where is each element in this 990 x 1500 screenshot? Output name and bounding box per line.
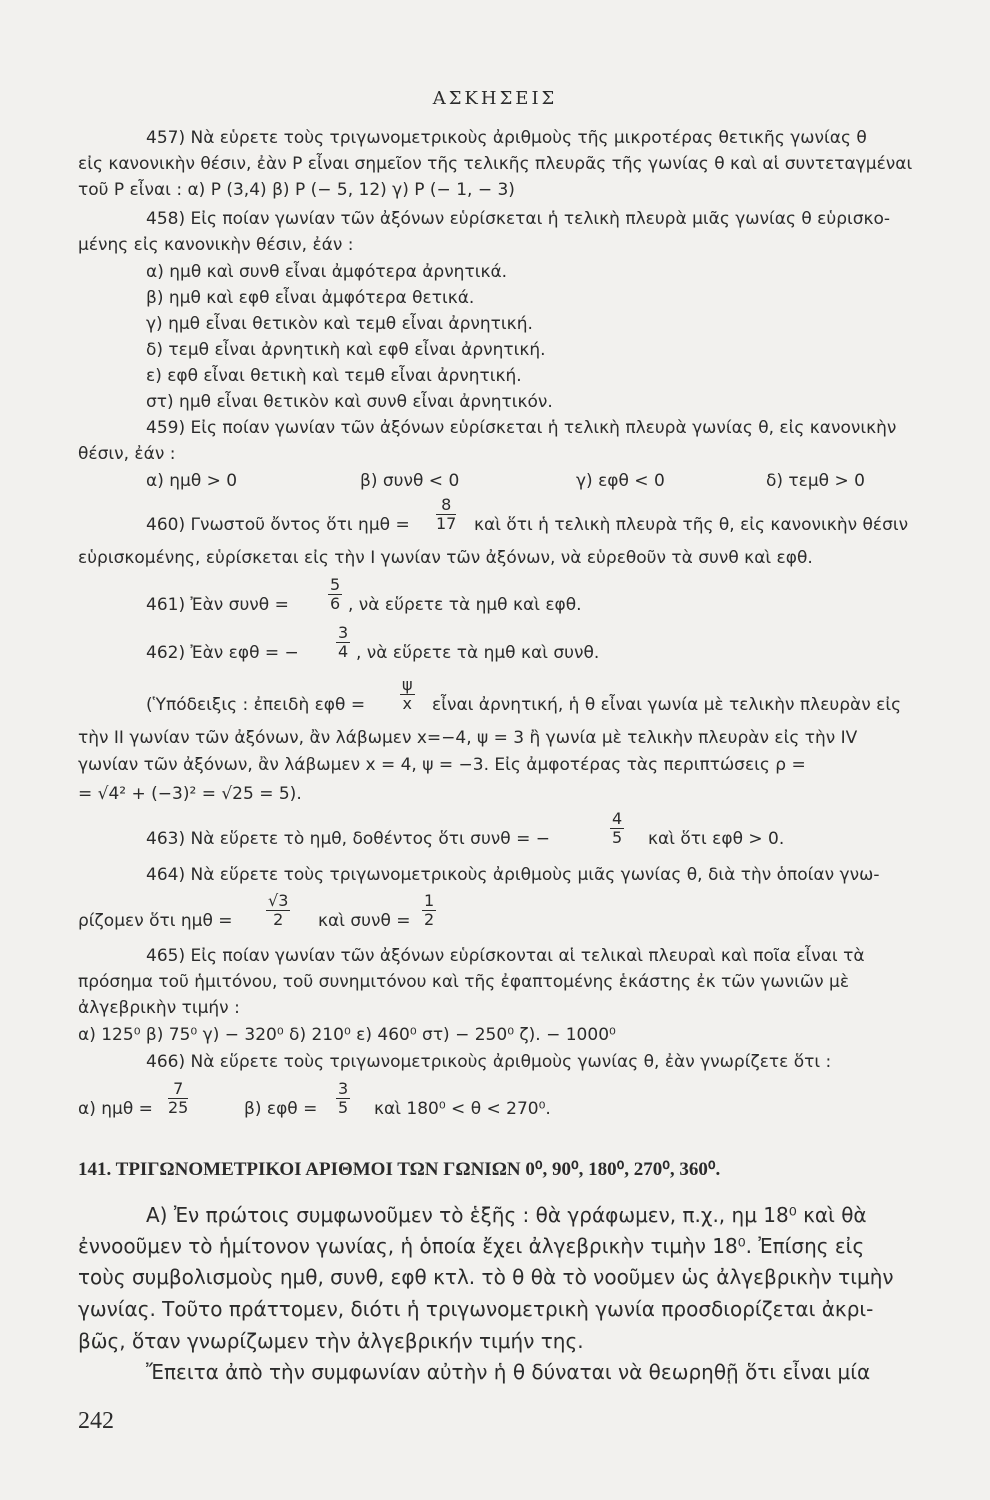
text-line: β) εφθ = bbox=[244, 1099, 318, 1119]
text-line: α) ημθ καὶ συνθ εἶναι ἀμφότερα ἀρνητικά. bbox=[146, 262, 508, 282]
text-line: 459) Εἰς ποίαν γωνίαν τῶν ἀξόνων εὑρίσκεται ἡ τελικὴ πλευρὰ γωνίας θ, εἰς κανονικὴν bbox=[146, 418, 897, 438]
fraction-1-2: $\frac{1}{2}$ bbox=[424, 891, 435, 929]
fraction-5-6: $\frac{5}{6}$ bbox=[330, 575, 341, 613]
text-line: 462) Ἐὰν εφθ = − bbox=[146, 643, 299, 663]
body-line: βῶς, ὅταν γνωρίζωμεν τὴν ἀλγεβρικήν τιμήν της. bbox=[78, 1329, 584, 1353]
text-line: 457) Νὰ εὑρετε τοὺς τριγωνομετρικοὺς ἀριθμοὺς τῆς μικροτέρας θετικῆς γωνίας θ bbox=[146, 128, 867, 148]
text-line: 458) Εἰς ποίαν γωνίαν τῶν ἀξόνων εὑρίσκεται ἡ τελικὴ πλευρὰ μιᾶς γωνίας θ εὑρισκο- bbox=[146, 209, 891, 229]
text-line: εὑρισκομένης, εὑρίσκεται εἰς τὴν I γωνίαν τῶν ἀξόνων, νὰ εὑρεθοῦν τὰ συνθ καὶ εφθ. bbox=[78, 548, 813, 568]
text-line: 465) Εἰς ποίαν γωνίαν τῶν ἀξόνων εὑρίσκονται αἱ τελικαὶ πλευραὶ καὶ ποῖα εἶναι τὰ bbox=[146, 946, 865, 966]
text-line: καὶ συνθ = bbox=[318, 911, 411, 931]
fraction-4-5: $\frac{4}{5}$ bbox=[612, 809, 623, 847]
text-line: α) ημθ > 0 bbox=[146, 471, 238, 491]
fraction-8-17: $\frac{8}{17}$ bbox=[436, 495, 457, 533]
fraction-7-25: $\frac{7}{25}$ bbox=[168, 1079, 189, 1117]
text-line: γ) ημθ εἶναι θετικὸν καὶ τεμθ εἶναι ἀρνητική. bbox=[146, 314, 533, 334]
section-title: 141. ΤΡΙΓΩΝΟΜΕΤΡΙΚΟΙ ΑΡΙΘΜΟΙ ΤΩΝ ΓΩΝΙΩΝ 0⁰, 90⁰, 180⁰, 270⁰, 360⁰. bbox=[78, 1159, 721, 1180]
body-line: γωνίας. Τοῦτο πράττομεν, διότι ἡ τριγωνομετρικὴ γωνία προσδιορίζεται ἀκρι- bbox=[78, 1297, 874, 1321]
text-line: στ) ημθ εἶναι θετικὸν καὶ συνθ εἶναι ἀρνητικόν. bbox=[146, 392, 553, 412]
text-line: β) ημθ καὶ εφθ εἶναι ἀμφότερα θετικά. bbox=[146, 288, 475, 308]
text-line: (Ὑπόδειξις : ἐπειδὴ εφθ = bbox=[146, 695, 366, 715]
text-line: , νὰ εὕρετε τὰ ημθ καὶ εφθ. bbox=[348, 595, 582, 615]
page-number: 242 bbox=[78, 1408, 114, 1434]
fraction-sqrt3-2: $\frac{√3}{2}$ bbox=[268, 891, 289, 929]
text-line: πρόσημα τοῦ ἡμιτόνου, τοῦ συνημιτόνου καὶ τῆς ἐφαπτομένης ἑκάστης ἐκ τῶν γωνιῶν μὲ bbox=[78, 972, 850, 992]
page-header: ΑΣΚΗΣΕΙΣ bbox=[432, 88, 558, 109]
text-line: καὶ ὅτι ἡ τελικὴ πλευρὰ τῆς θ, εἰς κανονικὴν θέσιν bbox=[474, 515, 909, 535]
body-line: Α) Ἐν πρώτοις συμφωνοῦμεν τὸ ἑξῆς : θὰ γράφωμεν, π.χ., ημ 18⁰ καὶ θὰ bbox=[146, 1203, 867, 1227]
text-line: α) 125⁰ β) 75⁰ γ) − 320⁰ δ) 210⁰ ε) 460⁰ στ) − 250⁰ ζ). − 1000⁰ bbox=[78, 1025, 616, 1045]
text-line: γωνίαν τῶν ἀξόνων, ἂν λάβωμεν x = 4, ψ = −3. Εἰς ἀμφοτέρας τὰς περιπτώσεις ρ = bbox=[78, 755, 806, 775]
text-line: μένης εἰς κανονικὴν θέσιν, ἐάν : bbox=[78, 235, 354, 255]
text-line: δ) τεμθ εἶναι ἀρνητικὴ καὶ εφθ εἶναι ἀρνητική. bbox=[146, 340, 546, 360]
body-line: Ἔπειτα ἀπὸ τὴν συμφωνίαν αὐτὴν ἡ θ δύναται νὰ θεωρηθῇ ὅτι εἶναι μία bbox=[146, 1360, 871, 1384]
text-line: ρίζομεν ὅτι ημθ = bbox=[78, 911, 233, 931]
text-line: καὶ 180⁰ < θ < 270⁰. bbox=[374, 1099, 551, 1119]
text-line: δ) τεμθ > 0 bbox=[766, 471, 865, 491]
fraction-3-5: $\frac{3}{5}$ bbox=[338, 1079, 349, 1117]
text-line: τοῦ P εἶναι : α) P (3,4) β) P (− 5, 12) γ) P (− 1, − 3) bbox=[78, 180, 515, 200]
text-line: θέσιν, ἐάν : bbox=[78, 444, 176, 464]
fraction-psi-x: $\frac{\psi}{x}$ bbox=[402, 675, 413, 713]
body-line: ἐννοοῦμεν τὸ ἡμίτονον γωνίας, ἡ ὁποία ἔχει ἀλγεβρικὴν τιμὴν 18⁰. Ἐπίσης εἰς bbox=[78, 1234, 865, 1258]
text-line: 461) Ἐὰν συνθ = bbox=[146, 595, 289, 615]
text-line: 460) Γνωστοῦ ὄντος ὅτι ημθ = bbox=[146, 515, 410, 535]
text-line: α) ημθ = bbox=[78, 1099, 153, 1119]
text-line: ε) εφθ εἶναι θετικὴ καὶ τεμθ εἶναι ἀρνητική. bbox=[146, 366, 522, 386]
text-line: τὴν II γωνίαν τῶν ἀξόνων, ἂν λάβωμεν x=−4, ψ = 3 ἢ γωνία μὲ τελικὴν πλευρὰν εἰς τὴν IV bbox=[78, 728, 858, 748]
body-line: τοὺς συμβολισμοὺς ημθ, συνθ, εφθ κτλ. τὸ θ θὰ τὸ νοοῦμεν ὡς ἀλγεβρικὴν τιμὴν bbox=[78, 1265, 894, 1289]
text-line: γ) εφθ < 0 bbox=[576, 471, 665, 491]
text-line: β) συνθ < 0 bbox=[360, 471, 460, 491]
text-line: = √4² + (−3)² = √25 = 5). bbox=[78, 784, 302, 804]
text-line: ἀλγεβρικὴν τιμήν : bbox=[78, 998, 240, 1018]
text-line: 463) Νὰ εὕρετε τὸ ημθ, δοθέντος ὅτι συνθ = − bbox=[146, 829, 550, 849]
text-line: 464) Νὰ εὕρετε τοὺς τριγωνομετρικοὺς ἀριθμοὺς μιᾶς γωνίας θ, διὰ τὴν ὁποίαν γνω- bbox=[146, 865, 880, 885]
text-line: εἶναι ἀρνητική, ἡ θ εἶναι γωνία μὲ τελικὴν πλευρὰν εἰς bbox=[432, 695, 902, 715]
text-line: 466) Νὰ εὕρετε τοὺς τριγωνομετρικοὺς ἀριθμοὺς γωνίας θ, ἐὰν γνωρίζετε ὅτι : bbox=[146, 1052, 832, 1072]
text-line: , νὰ εὕρετε τὰ ημθ καὶ συνθ. bbox=[356, 643, 600, 663]
text-line: εἰς κανονικὴν θέσιν, ἐὰν P εἶναι σημεῖον τῆς τελικῆς πλευρᾶς τῆς γωνίας θ καὶ αἱ συντεταγμέναι bbox=[78, 154, 913, 174]
fraction-3-4: $\frac{3}{4}$ bbox=[338, 623, 349, 661]
text-line: καὶ ὅτι εφθ > 0. bbox=[648, 829, 785, 849]
